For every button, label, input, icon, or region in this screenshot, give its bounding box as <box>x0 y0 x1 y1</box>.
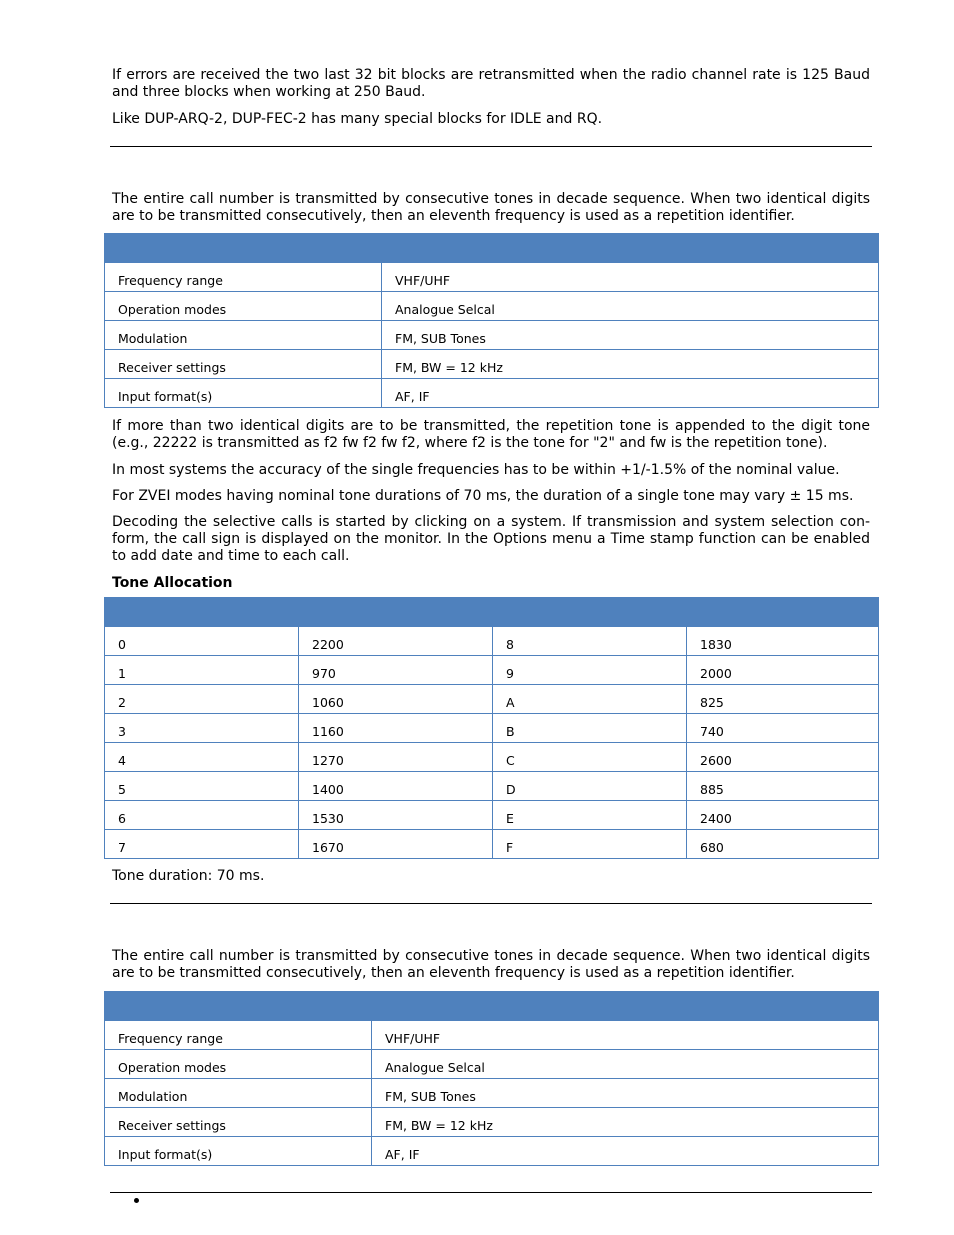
table-cell: 1530 <box>299 801 493 830</box>
table-row <box>105 350 879 379</box>
table-cell: Analogue Selcal <box>372 1050 879 1079</box>
paragraph-zvei-duration: For ZVEI modes having nominal tone durations of 70 ms, the duration of a single tone may vary ± 15 ms. <box>112 488 854 504</box>
paragraph-decoding: Decoding the selective calls is started by clicking on a system. If transmission and system selection con-form, the call sign is displayed on the monitor. In the Options menu a Time stamp function can be enabled to add date and time to each call. <box>112 514 870 564</box>
paragraph-accuracy: In most systems the accuracy of the single frequencies has to be within +1/-1.5% of the nominal value. <box>112 462 840 478</box>
table-cell: Modulation <box>105 321 382 350</box>
table-cell: 1060 <box>299 685 493 714</box>
table-cell: 1160 <box>299 714 493 743</box>
table-cell: FM, SUB Tones <box>372 1079 879 1108</box>
table-cell: Analogue Selcal <box>382 292 879 321</box>
table-cell: AF, IF <box>372 1137 879 1166</box>
footer-divider <box>110 1192 872 1193</box>
table-row <box>105 685 879 714</box>
table-row <box>105 801 879 830</box>
table-row <box>105 1079 879 1108</box>
paragraph-special-blocks: Like DUP-ARQ-2, DUP-FEC-2 has many special blocks for IDLE and RQ. <box>112 111 603 127</box>
table-row <box>105 1108 879 1137</box>
table-cell: FM, BW = 12 kHz <box>372 1108 879 1137</box>
table-cell: 5 <box>105 772 299 801</box>
table-cell: 2 <box>105 685 299 714</box>
table-header-row <box>105 992 879 1021</box>
spec-table-2 <box>104 991 879 1166</box>
table-cell: Operation modes <box>105 1050 372 1079</box>
table-cell: FM, SUB Tones <box>382 321 879 350</box>
table-row <box>105 321 879 350</box>
table-cell: 2000 <box>687 656 879 685</box>
table-cell: Frequency range <box>105 263 382 292</box>
table-cell: 2600 <box>687 743 879 772</box>
table-cell: 970 <box>299 656 493 685</box>
table-cell: 1830 <box>687 627 879 656</box>
table-cell: D <box>493 772 687 801</box>
table-cell: 885 <box>687 772 879 801</box>
table-row <box>105 772 879 801</box>
table-cell: 680 <box>687 830 879 859</box>
table-cell: 6 <box>105 801 299 830</box>
table-cell: FM, BW = 12 kHz <box>382 350 879 379</box>
table-cell: 7 <box>105 830 299 859</box>
table-header-row <box>105 234 879 263</box>
table-cell: VHF/UHF <box>382 263 879 292</box>
paragraph-retransmission: If errors are received the two last 32 bit blocks are retransmitted when the radio channel rate is 125 Baud and three blocks when working at 250 Baud. <box>112 67 870 100</box>
table-cell: 8 <box>493 627 687 656</box>
bullet-icon <box>134 1198 139 1203</box>
tone-allocation-heading: Tone Allocation <box>112 575 233 591</box>
table-row <box>105 1137 879 1166</box>
table-header-row <box>105 598 879 627</box>
tone-duration-note: Tone duration: 70 ms. <box>112 868 265 884</box>
table-cell: 825 <box>687 685 879 714</box>
table-row <box>105 743 879 772</box>
table-cell: 1670 <box>299 830 493 859</box>
paragraph-repetition-tone: If more than two identical digits are to be transmitted, the repetition tone is appended to the digit tone (e.g., 22222 is transmitted as f2 fw f2 fw f2, where f2 is the tone for "2" and fw is the repetition tone). <box>112 418 870 451</box>
table-cell: Receiver settings <box>105 350 382 379</box>
table-row <box>105 379 879 408</box>
table-cell: Receiver settings <box>105 1108 372 1137</box>
section-divider <box>110 903 872 904</box>
table-cell: Input format(s) <box>105 1137 372 1166</box>
table-row <box>105 830 879 859</box>
table-cell: 1 <box>105 656 299 685</box>
table-row <box>105 1021 879 1050</box>
table-cell: Modulation <box>105 1079 372 1108</box>
table-row <box>105 656 879 685</box>
paragraph-call-number-2: The entire call number is transmitted by consecutive tones in decade sequence. When two identical digits are to be transmitted consecutively, then an eleventh frequency is used as a repetition identifier. <box>112 948 870 981</box>
table-cell: E <box>493 801 687 830</box>
table-cell: 2400 <box>687 801 879 830</box>
table-cell: B <box>493 714 687 743</box>
table-cell: 2200 <box>299 627 493 656</box>
table-cell: AF, IF <box>382 379 879 408</box>
table-cell: C <box>493 743 687 772</box>
table-cell: A <box>493 685 687 714</box>
tone-table <box>104 597 879 859</box>
table-row <box>105 627 879 656</box>
table-row <box>105 263 879 292</box>
table-cell: 4 <box>105 743 299 772</box>
table-cell: 0 <box>105 627 299 656</box>
table-row <box>105 1050 879 1079</box>
table-cell: Operation modes <box>105 292 382 321</box>
section-divider <box>110 146 872 147</box>
table-cell: VHF/UHF <box>372 1021 879 1050</box>
table-cell: Input format(s) <box>105 379 382 408</box>
spec-table-1 <box>104 233 879 408</box>
table-cell: Frequency range <box>105 1021 372 1050</box>
table-cell: 3 <box>105 714 299 743</box>
table-cell: 740 <box>687 714 879 743</box>
table-row <box>105 292 879 321</box>
paragraph-call-number-1: The entire call number is transmitted by consecutive tones in decade sequence. When two identical digits are to be transmitted consecutively, then an eleventh frequency is used as a repetition identifier. <box>112 191 870 224</box>
table-cell: 1270 <box>299 743 493 772</box>
table-cell: 1400 <box>299 772 493 801</box>
table-cell: 9 <box>493 656 687 685</box>
table-cell: F <box>493 830 687 859</box>
table-row <box>105 714 879 743</box>
